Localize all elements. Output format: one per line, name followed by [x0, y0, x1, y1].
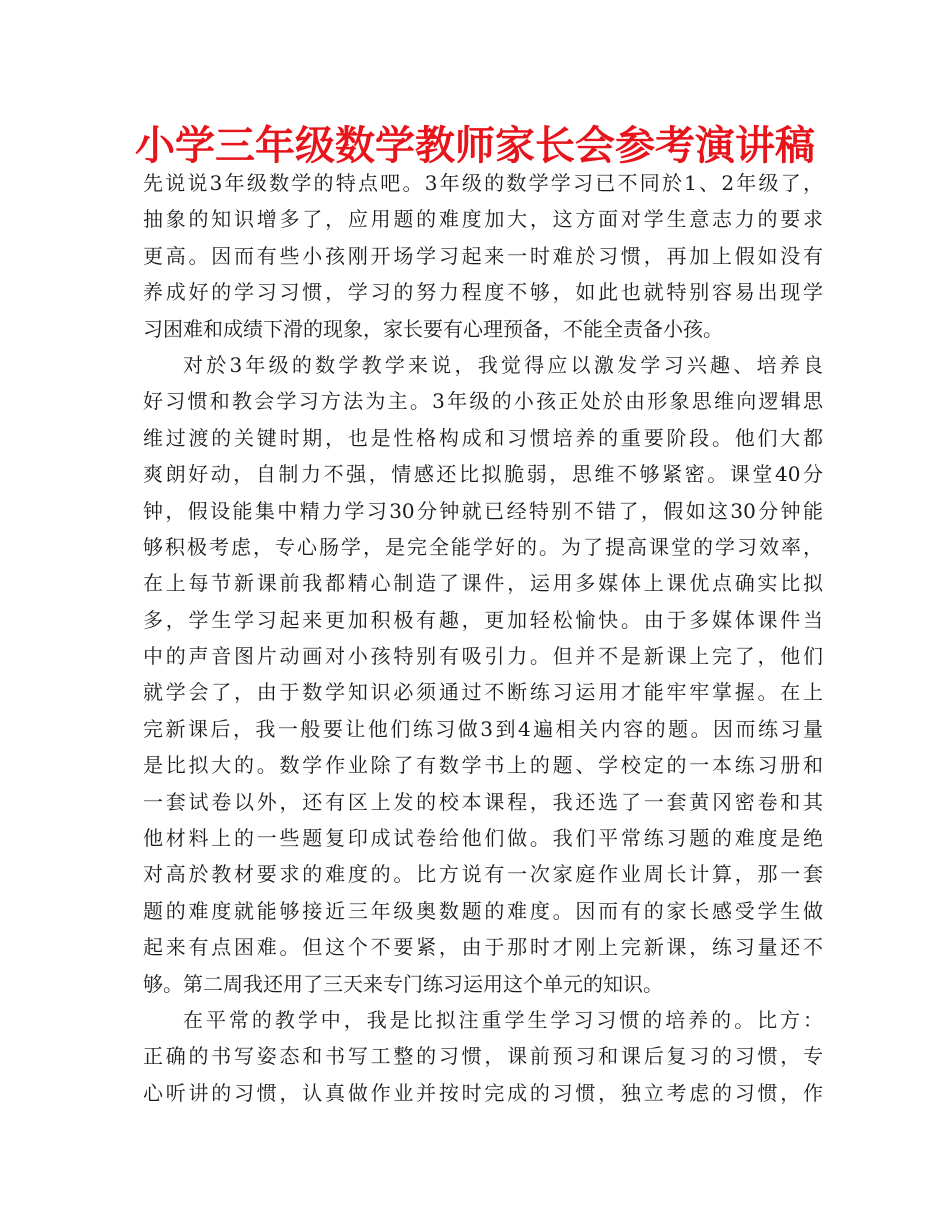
paragraph-2-line-1: 对於3年级的数学教学来说，我觉得应以激发学习兴趣、培养良 — [183, 352, 823, 377]
paragraph-2-line-15: 对高於教材要求的难度的。比方说有一次家庭作业周长计算，那一套 — [143, 862, 823, 887]
paragraph-3-line-2: 正确的书写姿态和书写工整的习惯，课前预习和课后复习的习惯，专 — [143, 1044, 823, 1069]
paragraph-2-line-9: 中的声音图片动画对小孩特别有吸引力。但并不是新课上完了，他们 — [143, 644, 823, 669]
paragraph-2-line-14: 他材料上的一些题复印成试卷给他们做。我们平常练习题的难度是绝 — [143, 826, 823, 851]
paragraph-2-line-5: 钟，假设能集中精力学习30分钟就已经特别不错了，假如这30分钟能 — [143, 498, 823, 523]
paragraph-2-line-2: 好习惯和教会学习方法为主。3年级的小孩正处於由形象思维向逻辑思 — [143, 389, 823, 414]
paragraph-1-line-5: 习困难和成绩下滑的现象，家长要有心理预备，不能全责备小孩。 — [143, 316, 723, 341]
paragraph-2-line-11: 完新课后，我一般要让他们练习做3到4遍相关内容的题。因而练习量 — [143, 716, 823, 741]
paragraph-2-line-16: 题的难度就能够接近三年级奥数题的难度。因而有的家长感受学生做 — [143, 898, 823, 923]
paragraph-2-line-7: 在上每节新课前我都精心制造了课件，运用多媒体上课优点确实比拟 — [143, 571, 823, 596]
paragraph-3-line-3: 心听讲的习惯，认真做作业并按时完成的习惯，独立考虑的习惯，作 — [143, 1080, 823, 1105]
paragraph-2-line-17: 起来有点困难。但这个不要紧，由于那时才刚上完新课，练习量还不 — [143, 935, 823, 960]
paragraph-1-line-1: 先说说3年级数学的特点吧。3年级的数学学习已不同於1、2年级了， — [143, 171, 823, 195]
paragraph-1-line-2: 抽象的知识增多了，应用题的难度加大，这方面对学生意志力的要求 — [143, 207, 823, 232]
paragraph-2-line-13: 一套试卷以外，还有区上发的校本课程，我还选了一套黄冈密卷和其 — [143, 789, 823, 814]
document-title: 小学三年级数学教师家长会参考演讲稿 — [135, 123, 815, 169]
paragraph-2-line-10: 就学会了，由于数学知识必须通过不断练习运用才能牢牢掌握。在上 — [143, 680, 823, 705]
paragraph-2-line-18: 够。第二周我还用了三天来专门练习运用这个单元的知识。 — [143, 971, 663, 996]
paragraph-2-line-8: 多，学生学习起来更加积极有趣，更加轻松愉快。由于多媒体课件当 — [143, 607, 823, 632]
paragraph-2-line-3: 维过渡的关键时期，也是性格构成和习惯培养的重要阶段。他们大都 — [143, 425, 823, 450]
paragraph-2-line-12: 是比拟大的。数学作业除了有数学书上的题、学校定的一本练习册和 — [143, 753, 823, 778]
document-body — [143, 165, 823, 1111]
paragraph-2-line-6: 够积极考虑，专心肠学，是完全能学好的。为了提高课堂的学习效率， — [143, 534, 823, 559]
paragraph-2-line-4: 爽朗好动，自制力不强，情感还比拟脆弱，思维不够紧密。课堂40分 — [143, 462, 823, 487]
paragraph-3-line-1: 在平常的教学中，我是比拟注重学生学习习惯的培养的。比方： — [183, 1007, 823, 1032]
paragraph-1-line-4: 养成好的学习习惯，学习的努力程度不够，如此也就特别容易出现学 — [143, 280, 823, 305]
paragraph-1-line-3: 更高。因而有些小孩刚开场学习起来一时难於习惯，再加上假如没有 — [143, 243, 823, 268]
